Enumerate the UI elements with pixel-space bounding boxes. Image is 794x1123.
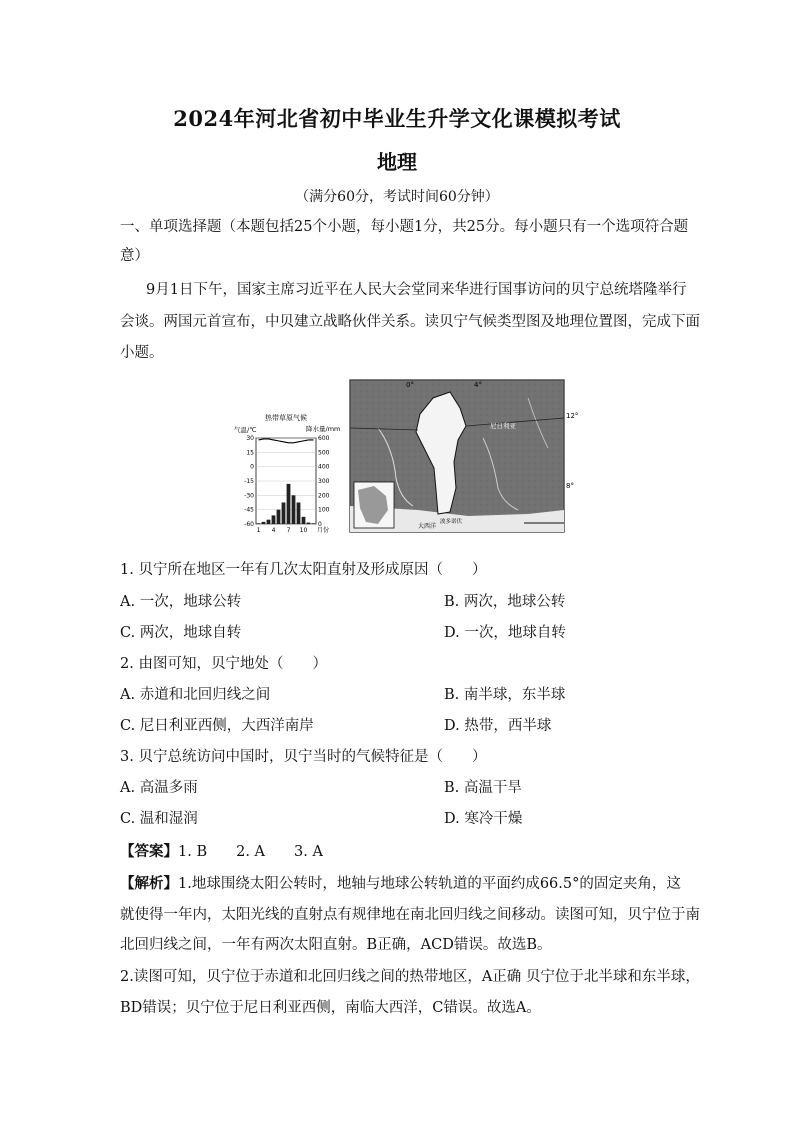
- map-lat-12: 12°: [566, 412, 579, 420]
- precip-tick-label: 100: [318, 506, 330, 514]
- precip-bar: [302, 517, 306, 524]
- question-3-option-d: D. 寒冷干燥: [444, 811, 523, 827]
- temp-tick-label: 15: [246, 449, 254, 457]
- map-lon-0: 0°: [406, 381, 414, 389]
- passage-line-2: 会谈。两国元首宣布，中贝建立战略伙伴关系。读贝宁气候类型图及地理位置图，完成下面: [120, 314, 700, 330]
- precip-bar: [287, 484, 291, 524]
- precip-bar: [262, 522, 266, 524]
- climate-chart-title: 热带草原气候: [265, 414, 307, 422]
- analysis-line-5: BD错误；贝宁位于尼日利亚西侧，南临大西洋，C错误。故选A。: [120, 1000, 541, 1016]
- precip-bar: [272, 515, 276, 524]
- section-heading-line-2: 意）: [120, 248, 149, 264]
- precip-bar: [292, 495, 296, 524]
- temp-axis-label: 气温/℃: [234, 426, 257, 434]
- month-tick-label: 4: [271, 527, 276, 534]
- temp-tick-label: -60: [244, 521, 254, 528]
- benin-figure: [228, 378, 579, 538]
- climate-plot-area: [244, 435, 329, 534]
- precip-tick-label: 300: [318, 478, 330, 485]
- question-3-option-a: A. 高温多雨: [120, 780, 198, 796]
- answer-line: [120, 842, 680, 862]
- question-3-option-c: C. 温和湿润: [120, 811, 198, 827]
- temp-tick-label: -45: [244, 506, 254, 514]
- exam-title: 2024年河北省初中毕业生升学文化课模拟考试: [173, 106, 621, 131]
- passage-line-1: 9月1日下午，国家主席习近平在人民大会堂同来华进行国事访问的贝宁总统塔隆举行: [146, 282, 687, 298]
- map-lat-8: 8°: [566, 482, 574, 490]
- month-tick-label: 7: [286, 527, 291, 534]
- month-tick-label: 10: [299, 527, 308, 534]
- month-tick-label: 1: [256, 527, 261, 534]
- question-3-stem: 3. 贝宁总统访问中国时，贝宁当时的气候特征是（ ）: [120, 749, 487, 765]
- precip-bar: [277, 510, 281, 524]
- map-country-label: 尼日利亚: [490, 422, 516, 430]
- answer-label: 【答案】: [120, 843, 178, 860]
- temp-tick-label: 0: [250, 463, 254, 471]
- analysis-line-2: 就使得一年内，太阳光线的直射点有规律地在南北回归线之间移动。读图可知，贝宁位于南: [120, 907, 700, 923]
- analysis-label: 【解析】: [120, 875, 178, 892]
- precip-bar: [312, 523, 316, 524]
- temp-tick-label: -30: [244, 492, 254, 500]
- precip-bar: [257, 523, 261, 524]
- precip-tick-label: 400: [318, 463, 330, 471]
- precip-bar: [297, 503, 301, 525]
- location-map: [350, 380, 578, 532]
- question-1-option-b: B. 两次，地球公转: [444, 594, 566, 610]
- analysis-line-4: 2.读图可知，贝宁位于赤道和北回归线之间的热带地区，A正确 贝宁位于北半球和东半球，: [120, 969, 700, 985]
- precip-tick-label: 500: [318, 449, 330, 457]
- question-1-stem: 1. 贝宁所在地区一年有几次太阳直射及形成原因（ ）: [120, 562, 487, 578]
- precip-tick-label: 0: [318, 521, 322, 528]
- question-1-option-c: C. 两次，地球自转: [120, 625, 242, 641]
- map-lon-4: 4°: [474, 381, 482, 389]
- precip-axis-label: 降水量/mm: [306, 425, 341, 433]
- question-2-option-d: D. 热带，西半球: [444, 718, 552, 734]
- precip-bar: [282, 503, 286, 525]
- precip-bar: [307, 523, 311, 524]
- month-axis-label: 月份: [317, 527, 330, 534]
- subject-title: 地理: [377, 150, 417, 174]
- question-2-option-a: A. 赤道和北回归线之间: [120, 687, 271, 703]
- precip-tick-label: 600: [318, 435, 330, 442]
- precip-bar: [267, 520, 271, 524]
- question-3-option-b: B. 高温干旱: [444, 780, 522, 796]
- section-heading-line-1: 一、单项选择题（本题包括25个小题，每小题1分，共25分。每小题只有一个选项符合题: [120, 219, 689, 235]
- score-time-note: （满分60分，考试时间60分钟）: [295, 189, 499, 205]
- question-2-option-b: B. 南半球，东半球: [444, 687, 566, 703]
- temp-tick-label: 30: [246, 435, 254, 442]
- map-ocean-label: 大西洋: [418, 523, 437, 530]
- analysis-line-1: [120, 874, 680, 894]
- passage-line-3: 小题。: [120, 345, 164, 361]
- question-2-stem: 2. 由图可知，贝宁地处（ ）: [120, 656, 327, 672]
- analysis-text-1: 1.地球围绕太阳公转时，地轴与地球公转轨道的平面约成66.5°的固定夹角，这: [178, 876, 681, 892]
- climate-chart: [234, 413, 340, 534]
- question-1-option-a: A. 一次，地球公转: [120, 594, 242, 610]
- temperature-line: [259, 439, 314, 443]
- temp-tick-label: -15: [244, 478, 254, 485]
- map-capital-label: 波多诺伏: [440, 519, 463, 525]
- question-2-option-c: C. 尼日利亚西侧，大西洋南岸: [120, 718, 314, 734]
- question-1-option-d: D. 一次，地球自转: [444, 625, 566, 641]
- analysis-line-3: 北回归线之间，一年有两次太阳直射。B正确，ACD错误。故选B。: [120, 937, 552, 953]
- answer-text: 1. B 2. A 3. A: [178, 844, 323, 860]
- precip-tick-label: 200: [318, 492, 330, 500]
